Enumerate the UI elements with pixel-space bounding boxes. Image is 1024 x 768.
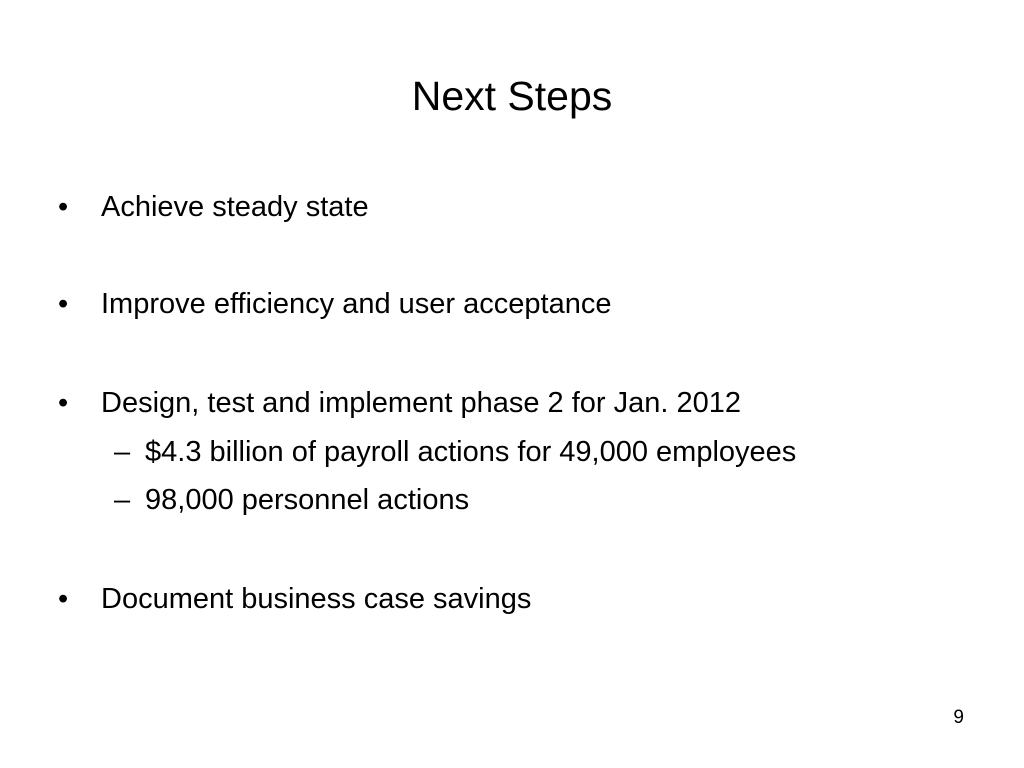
bullet-marker: • [58,288,69,320]
bullet-item [58,286,611,322]
sub-bullet-item [114,482,469,518]
bullet-text: Document business case savings [101,583,532,615]
bullet-text: Achieve steady state [101,191,369,223]
slide-title: Next Steps [411,73,613,119]
sub-bullet-marker: – [114,484,131,516]
bullet-text: Design, test and implement phase 2 for Jan. 2012 [101,387,741,419]
bullet-item [58,385,741,421]
bullet-marker: • [58,387,69,419]
bullet-marker: • [58,583,69,615]
sub-bullet-text: 98,000 personnel actions [145,484,470,516]
sub-bullet-item [114,434,796,470]
sub-bullet-text: $4.3 billion of payroll actions for 49,000 employees [145,436,797,468]
bullet-item [58,189,369,225]
bullet-text: Improve efficiency and user acceptance [101,288,612,320]
bullet-item [58,581,531,617]
sub-bullet-marker: – [114,436,131,468]
bullet-marker: • [58,191,69,223]
page-number: 9 [953,707,964,728]
